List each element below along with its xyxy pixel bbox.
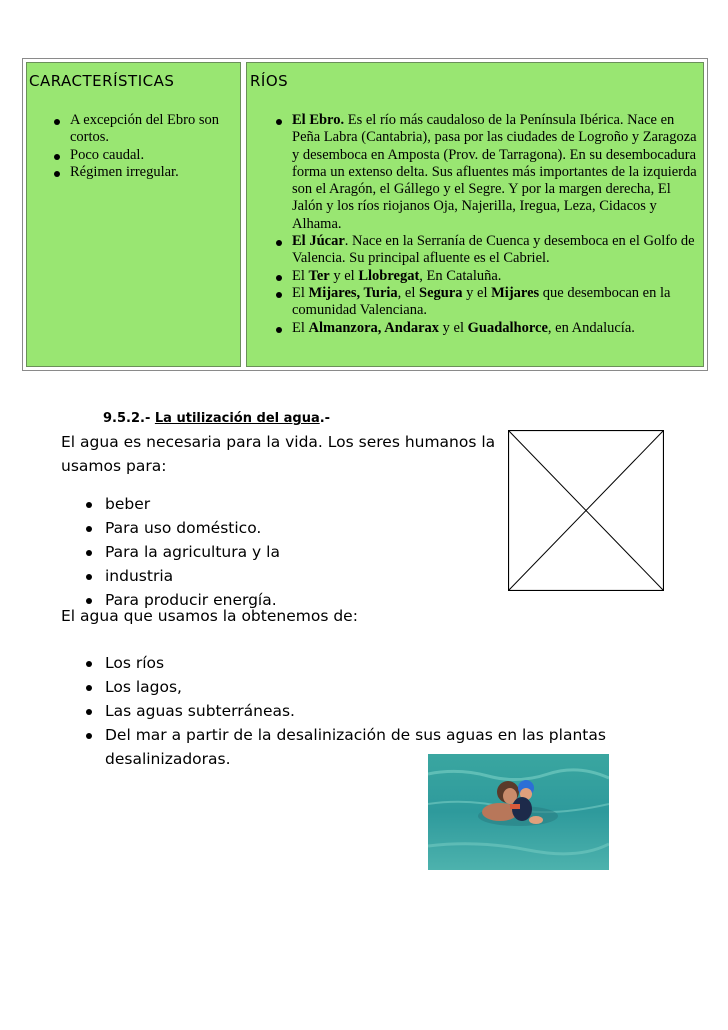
list-item: El Ter y el Llobregat, En Cataluña. (269, 268, 699, 285)
list-item: industria (82, 564, 280, 588)
list-item: Los ríos (82, 651, 622, 675)
list-item: Poco caudal. (47, 147, 232, 164)
list-item: Los lagos, (82, 675, 622, 699)
rivers-cell (246, 62, 704, 367)
swimming-photo (428, 754, 609, 870)
section-number: 9.5.2.- (103, 411, 151, 426)
sources-intro: El agua que usamos la obtenemos de: (61, 607, 358, 625)
list-item: A excepción del Ebro son cortos. (47, 112, 232, 147)
intro-paragraph: El agua es necesaria para la vida. Los seres humanos la usamos para: (61, 433, 496, 475)
list-item: El Almanzora, Andarax y el Guadalhorce, en Andalucía. (269, 320, 699, 337)
image-placeholder (508, 430, 664, 591)
list-item: Para producir energía. (82, 588, 280, 612)
list-item: Para uso doméstico. (82, 516, 280, 540)
list-item: El Ebro. Es el río más caudaloso de la Península Ibérica. Nace en Peña Labra (Cantabria), pasa por las ciudades de Logroño y Zaragoza y desemboca en Amposta (Prov. de Tarragona). En su desembocadura forma un extenso delta. Sus afluentes más importantes de la izquierda son el Aragón, el Gállego y el Segre. Y por la margen derecha, El Jalón y los ríos riojanos Oja, Najerilla, Iregua, Leza, Cidacos y Alhama. (269, 112, 699, 233)
section-heading (103, 411, 330, 426)
section-title: La utilización del agua (154, 411, 320, 426)
section-suffix: .- (319, 411, 331, 426)
list-item: Para la agricultura y la (82, 540, 280, 564)
characteristics-list (47, 112, 232, 181)
fuentes-list (82, 651, 622, 771)
usos-list (82, 492, 280, 612)
list-item: beber (82, 492, 280, 516)
rivers-list (269, 112, 699, 337)
characteristics-cell (26, 62, 241, 367)
rivers-table (22, 58, 708, 371)
list-item: Régimen irregular. (47, 164, 232, 181)
list-item: Las aguas subterráneas. (82, 699, 622, 723)
list-item: El Mijares, Turia, el Segura y el Mijares que desembocan en la comunidad Valenciana. (269, 285, 699, 320)
rivers-header: RÍOS (250, 72, 289, 90)
characteristics-header: CARACTERÍSTICAS (29, 72, 175, 90)
list-item: Del mar a partir de la desalinización de sus aguas en las plantas desalinizadoras. (82, 723, 622, 771)
list-item: El Júcar. Nace en la Serranía de Cuenca y desemboca en el Golfo de Valencia. Su principal afluente es el Cabriel. (269, 233, 699, 268)
